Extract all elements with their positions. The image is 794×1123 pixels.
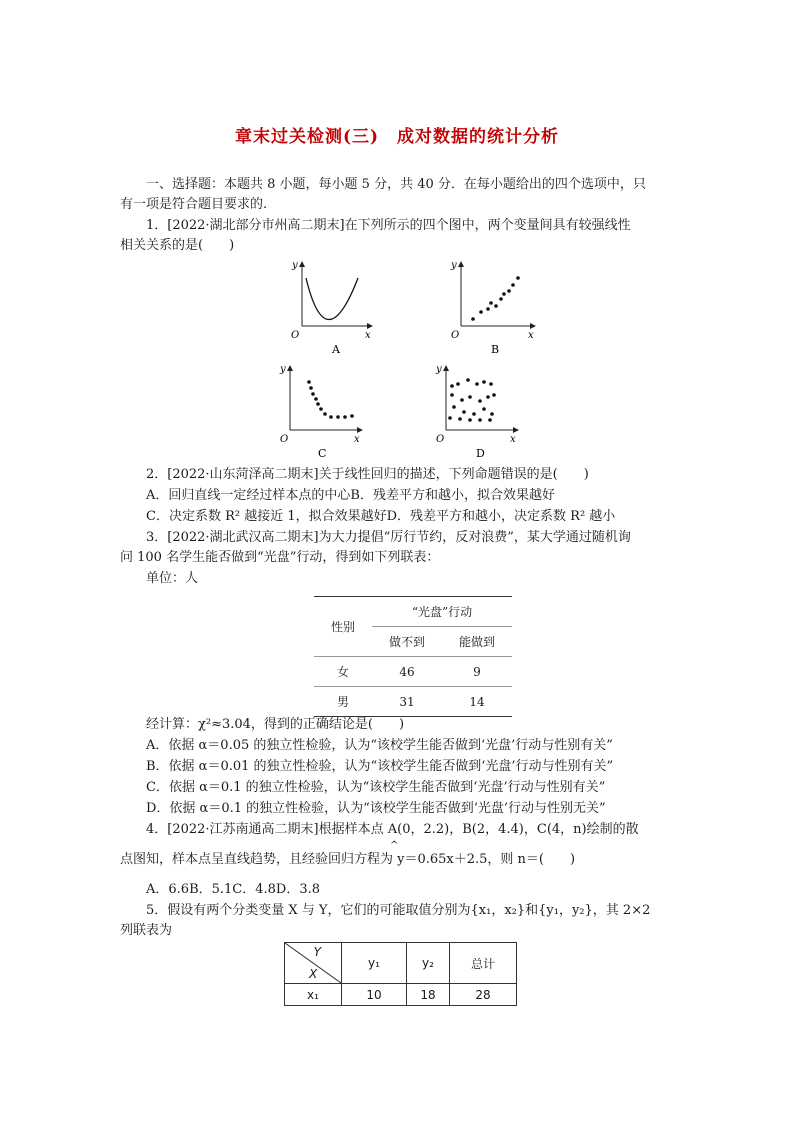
q3-option-d: D．依据 α＝0.1 的独立性检验，认为“该校学生能否做到‘光盘’行动与性别无关” [146,801,606,816]
graph-c-point-2 [309,386,313,390]
graph-d-point-12 [492,393,496,397]
graph-d-point-18 [448,416,452,420]
q2-options-cd [146,509,615,525]
graph-b-y-label: y [451,260,457,271]
graph-d-point-3 [466,378,470,382]
q4-hat: ^ [390,840,399,851]
graph-c-point-1 [307,380,311,384]
graph-b-point-1 [471,317,475,321]
graph-b-point-3 [486,307,490,311]
q3-row-male-yes: 14 [442,687,512,717]
q2-options-ab [146,488,555,504]
q4-stem-line2: 点图知，样本点呈直线趋势，且经验回归方程为 y＝0.65x＋2.5，则 n＝( ) [120,852,576,867]
graph-c-y-label: y [280,364,286,375]
q3-row-male-no: 31 [372,687,442,717]
q2-option-b: B．残差平方和越小，拟合效果越好 [350,488,555,503]
graph-d-point-9 [468,395,472,399]
q5-contingency-table [284,942,517,1006]
table-row [314,687,512,717]
graph-d-point-7 [450,393,454,397]
graph-c-point-8 [329,415,333,419]
graph-c-point-5 [316,402,320,406]
q2-option-c: C．决定系数 R² 越接近 1，拟合效果越好 [146,509,387,524]
graph-a-curve [306,278,358,320]
q3-unit: 单位：人 [146,571,199,586]
q5-corner-cell [285,943,342,984]
q3-row-female-no: 46 [372,657,442,687]
graph-b-point-8 [507,289,511,293]
q2-option-a: A．回归直线一定经过样本点的中心 [146,488,351,503]
q3-stem-line2: 问 100 名学生能否做到“光盘”行动，得到如下列联表： [120,550,440,565]
q3-row-female-gender: 女 [314,657,372,687]
graph-a-label: A [332,343,340,356]
graph-c-point-9 [336,415,340,419]
q4-stem-line1: 4．[2022·江苏南通高二期末]根据样本点 A(0，2.2)，B(2，4.4)，C(4，n)绘制的散 [146,822,639,837]
q3-header-action: “光盘”行动 [372,597,512,627]
graph-d-origin: O [436,434,445,445]
graph-d-point-14 [462,410,466,414]
graph-c-point-4 [314,397,318,401]
section-instruction-line2: 有一项是符合题目要求的. [120,197,268,212]
q2-option-d: D．残差平方和越小，决定系数 R² 越小 [386,509,616,524]
graph-d-label: D [476,447,485,460]
graph-d-point-2 [456,382,460,386]
graph-c-point-3 [311,392,315,396]
graph-b-point-7 [502,292,506,296]
graph-b-label: B [491,343,500,356]
graph-d-point-10 [478,399,482,403]
graph-d-point-4 [475,382,479,386]
q5-cell-3: 28 [450,984,517,1006]
q5-corner-y: Y [313,945,321,959]
graph-d-point-11 [486,395,490,399]
graph-c-point-11 [350,414,354,418]
graph-b-point-6 [499,297,503,301]
q3-calc: 经计算：χ²≈3.04，得到的正确结论是( ) [146,717,405,732]
graph-c-origin: O [280,434,289,445]
section-instruction-line1: 一、选择题：本题共 8 小题，每小题 5 分，共 40 分．在每小题给出的四个选项中，只 [146,177,646,192]
graph-d-point-8 [460,398,464,402]
q5-row-label: x₁ [285,984,342,1006]
graph-d-point-6 [489,382,493,386]
graph-d-point-15 [472,412,476,416]
graph-d [434,362,526,462]
graph-d-point-17 [490,412,494,416]
graph-d-point-19 [458,417,462,421]
q1-stem-line2: 相关关系的是( ) [120,238,235,253]
q3-header-no: 做不到 [388,635,425,649]
graph-b-point-4 [489,301,493,305]
q5-header-y1: y₁ [342,943,407,984]
table-row [314,657,512,687]
q3-header-gender: 性别 [314,597,372,657]
q5-cell-2: 18 [407,984,450,1006]
graph-b-x-label: x [528,330,534,341]
page-title: 章末过关检测(三) 成对数据的统计分析 [234,127,560,147]
q5-corner-x: X [309,967,318,981]
graph-c-point-7 [323,412,327,416]
q4-options: A．6.6B．5.1C．4.8D．3.8 [146,882,321,897]
graph-c-x-label: x [354,434,360,445]
q3-row-male-gender: 男 [314,687,372,717]
graph-d-point-21 [478,418,482,422]
q5-cell-1: 10 [342,984,407,1006]
graph-c-point-10 [343,415,347,419]
graph-c-point-6 [319,407,323,411]
graph-b [449,256,541,358]
graph-a-y-label: y [292,260,298,271]
graph-a [286,256,378,358]
q3-stem-line1: 3．[2022·湖北武汉高二期末]为大力提倡“厉行节约，反对浪费”，某大学通过随机询 [146,530,631,545]
q5-stem-line2: 列联表为 [120,923,173,938]
q5-stem-line1: 5．假设有两个分类变量 X 与 Y，它们的可能取值分别为{x₁，x₂}和{y₁，y₂}，其 2×2 [146,903,651,918]
q3-header-yes: 能做到 [458,635,495,649]
graph-d-point-16 [482,407,486,411]
graph-b-point-5 [494,304,498,308]
q3-option-c: C．依据 α＝0.1 的独立性检验，认为“该校学生能否做到‘光盘’行动与性别有关” [146,780,606,795]
graph-d-point-5 [482,380,486,384]
graph-c-label: C [318,447,327,460]
q3-row-female-yes: 9 [442,657,512,687]
graph-c [278,362,370,462]
graph-d-point-22 [488,418,492,422]
q3-option-b: B．依据 α＝0.01 的独立性检验，认为“该校学生能否做到‘光盘’行动与性别有关” [146,759,614,774]
graph-d-point-1 [450,384,454,388]
graph-b-origin: O [451,330,460,341]
graph-d-point-20 [468,418,472,422]
q3-contingency-table [314,596,512,717]
q5-header-total: 总计 [450,943,517,984]
graph-a-x-label: x [365,330,371,341]
graph-a-origin: O [291,330,300,341]
graph-d-point-13 [452,405,456,409]
q3-option-a: A．依据 α＝0.05 的独立性检验，认为“该校学生能否做到‘光盘’行动与性别有关” [146,738,613,753]
graph-d-x-label: x [510,434,516,445]
q5-header-y2: y₂ [407,943,450,984]
table-row [285,984,517,1006]
q1-stem-line1: 1．[2022·湖北部分市州高二期末]在下列所示的四个图中，两个变量间具有较强线性 [146,218,631,233]
graph-b-point-9 [511,283,515,287]
q2-stem: 2．[2022·山东菏泽高二期末]关于线性回归的描述，下列命题错误的是( ) [146,467,589,482]
graph-b-point-2 [479,310,483,314]
graph-b-point-10 [516,276,520,280]
graph-d-y-label: y [436,364,442,375]
